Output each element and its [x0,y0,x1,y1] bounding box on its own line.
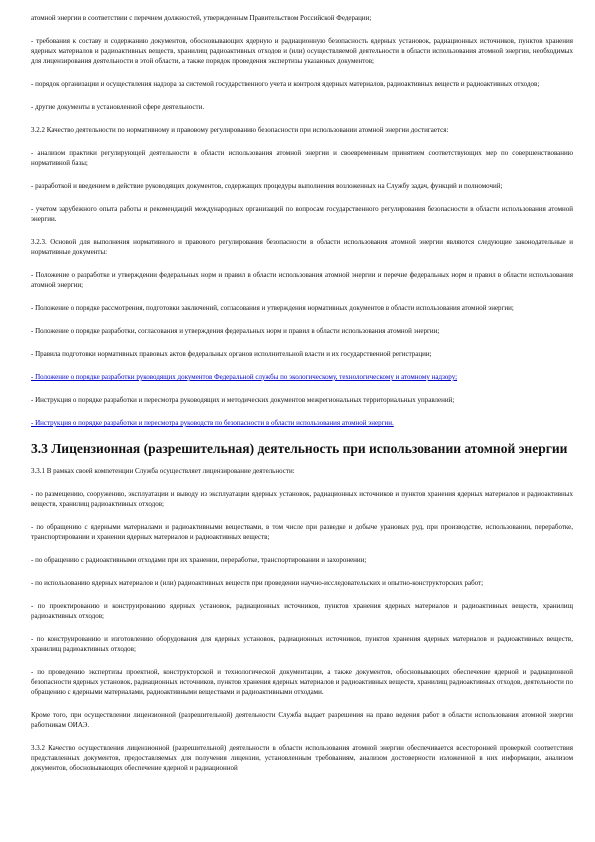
doc-paragraph: - по обращению с радиоактивными отходами при их хранении, переработке, транспортировании и захоронении; [31,556,367,564]
doc-paragraph: - Положение о порядке рассмотрения, подготовки заключений, согласования и утверждения нормативных документов в области использования атомной энергии; [31,304,514,312]
regulation-link[interactable]: - Положение о порядке разработки руководящих документов Федеральной службы по экологическому, технологическому и атомному надзору; [31,373,458,381]
doc-paragraph: - разработкой и введением в действие руководящих документов, содержащих процедуры выполнения возложенных на Службу задач, функций и полномочий; [31,182,503,190]
guidelines-link[interactable]: - Инструкция о порядке разработки и пересмотра руководств по безопасности в области использования атомной энергии. [31,419,394,427]
doc-paragraph: 3.2.2 Качество деятельности по нормативному и правовому регулированию безопасности при использовании атомной энергии достигается: [31,126,449,134]
doc-paragraph: Кроме того, при осуществлении лицензионной (разрешительной) деятельности Служба выдает разрешения на право ведения работ в области использования атомной энергии работникам ОИАЭ. [31,711,573,729]
doc-paragraph: - по использованию ядерных материалов и (или) радиоактивных веществ при проведении научно-исследовательских и опытно-конструкторских работ; [31,579,484,587]
doc-paragraph: - Положение о разработке и утверждении федеральных норм и правил в области использования атомной энергии и перечне федеральных норм и правил в области использования атомной энергии; [31,271,573,289]
doc-paragraph: 3.2.3. Основой для выполнения нормативного и правового регулирования безопасности в области использования атомной энергии являются следующие законодательные и нормативные документы: [31,238,573,256]
doc-paragraph-link [31,372,573,382]
doc-paragraph: атомной энергии в соответствии с перечнем должностей, утвержденным Правительством Российской Федерации; [31,14,372,22]
doc-paragraph: - по размещению, сооружению, эксплуатации и выводу из эксплуатации ядерных установок, радиационных источников и пунктов хранения ядерных материалов и радиоактивных веществ, хранилищ радиоактивных отходов; [31,490,573,508]
doc-paragraph: - Инструкция о порядке разработки и пересмотра руководящих и методических документов межрегиональных территориальных управлений; [31,396,455,404]
doc-paragraph: 3.3.2 Качество осуществления лицензионной (разрешительной) деятельности в области использования атомной энергии обеспечивается всесторонней проверкой соответствия представленных документов, предоставляемых для получения лицензии, установленным требованиям, анализом достоверности изложенной в них информации, анализом документов, обосновывающих обеспечение ядерной и радиационной [31,744,573,772]
doc-paragraph: - по проведению экспертизы проектной, конструкторской и технологической документации, а также документов, обосновывающих обеспечение ядерной и радиационной безопасности ядерных установок, радиационных источников, пунктов хранения ядерных материалов и радиоактивных веществ, хранилищ радиоактивных отходов, деятельности по обращению с ядерными материалами, радиоактивными веществами и радиоактивными отходами. [31,668,573,696]
doc-paragraph: - по обращению с ядерными материалами и радиоактивными веществами, в том числе при разведке и добыче урановых руд, при производстве, использовании, переработке, транспортировании и хранении ядерных материалов и радиоактивных веществ; [31,523,573,541]
section-heading: 3.3 Лицензионная (разрешительная) деятельность при использовании атомной энергии [31,441,568,456]
doc-paragraph: - Положение о порядке разработки, согласования и утверждения федеральных норм и правил в области использования атомной энергии; [31,327,440,335]
doc-paragraph: 3.3.1 В рамках своей компетенции Служба осуществляет лицензирование деятельности: [31,467,295,475]
doc-paragraph: - анализом практики регулирующей деятельности в области использования атомной энергии и своевременным принятием соответствующих мер по совершенствованию нормативной базы; [31,149,573,167]
doc-paragraph: - по проектированию и конструированию ядерных установок, радиационных источников, пунктов хранения ядерных материалов и радиоактивных веществ, хранилищ радиоактивных отходов; [31,602,573,620]
doc-paragraph: - порядок организации и осуществления надзора за системой государственного учета и контроля ядерных материалов, радиоактивных веществ и радиоактивных отходов; [31,80,540,88]
doc-paragraph: - Правила подготовки нормативных правовых актов федеральных органов исполнительной власти и их государственной регистрации; [31,350,432,358]
doc-paragraph: - учетом зарубежного опыта работы и рекомендаций международных организаций по вопросам государственного регулирования безопасности в области использования атомной энергии. [31,205,573,223]
doc-paragraph-link [31,418,573,428]
doc-paragraph: - другие документы в установленной сфере деятельности. [31,103,205,111]
doc-paragraph: - по конструированию и изготовлению оборудования для ядерных установок, радиационных источников, пунктов хранения ядерных материалов и радиоактивных веществ, хранилищ радиоактивных отходов; [31,635,573,653]
doc-paragraph: - требования к составу и содержанию документов, обосновывающих ядерную и радиационную безопасность ядерных установок, радиационных источников, пунктов хранения ядерных материалов и радиоактивных веществ, хранилищ радиоактивных отходов и (или) осуществляемой деятельности в области использования атомной энергии, необходимых для лицензирования деятельности в этой области, а также порядок проведения экспертизы указанных документов; [31,37,573,65]
